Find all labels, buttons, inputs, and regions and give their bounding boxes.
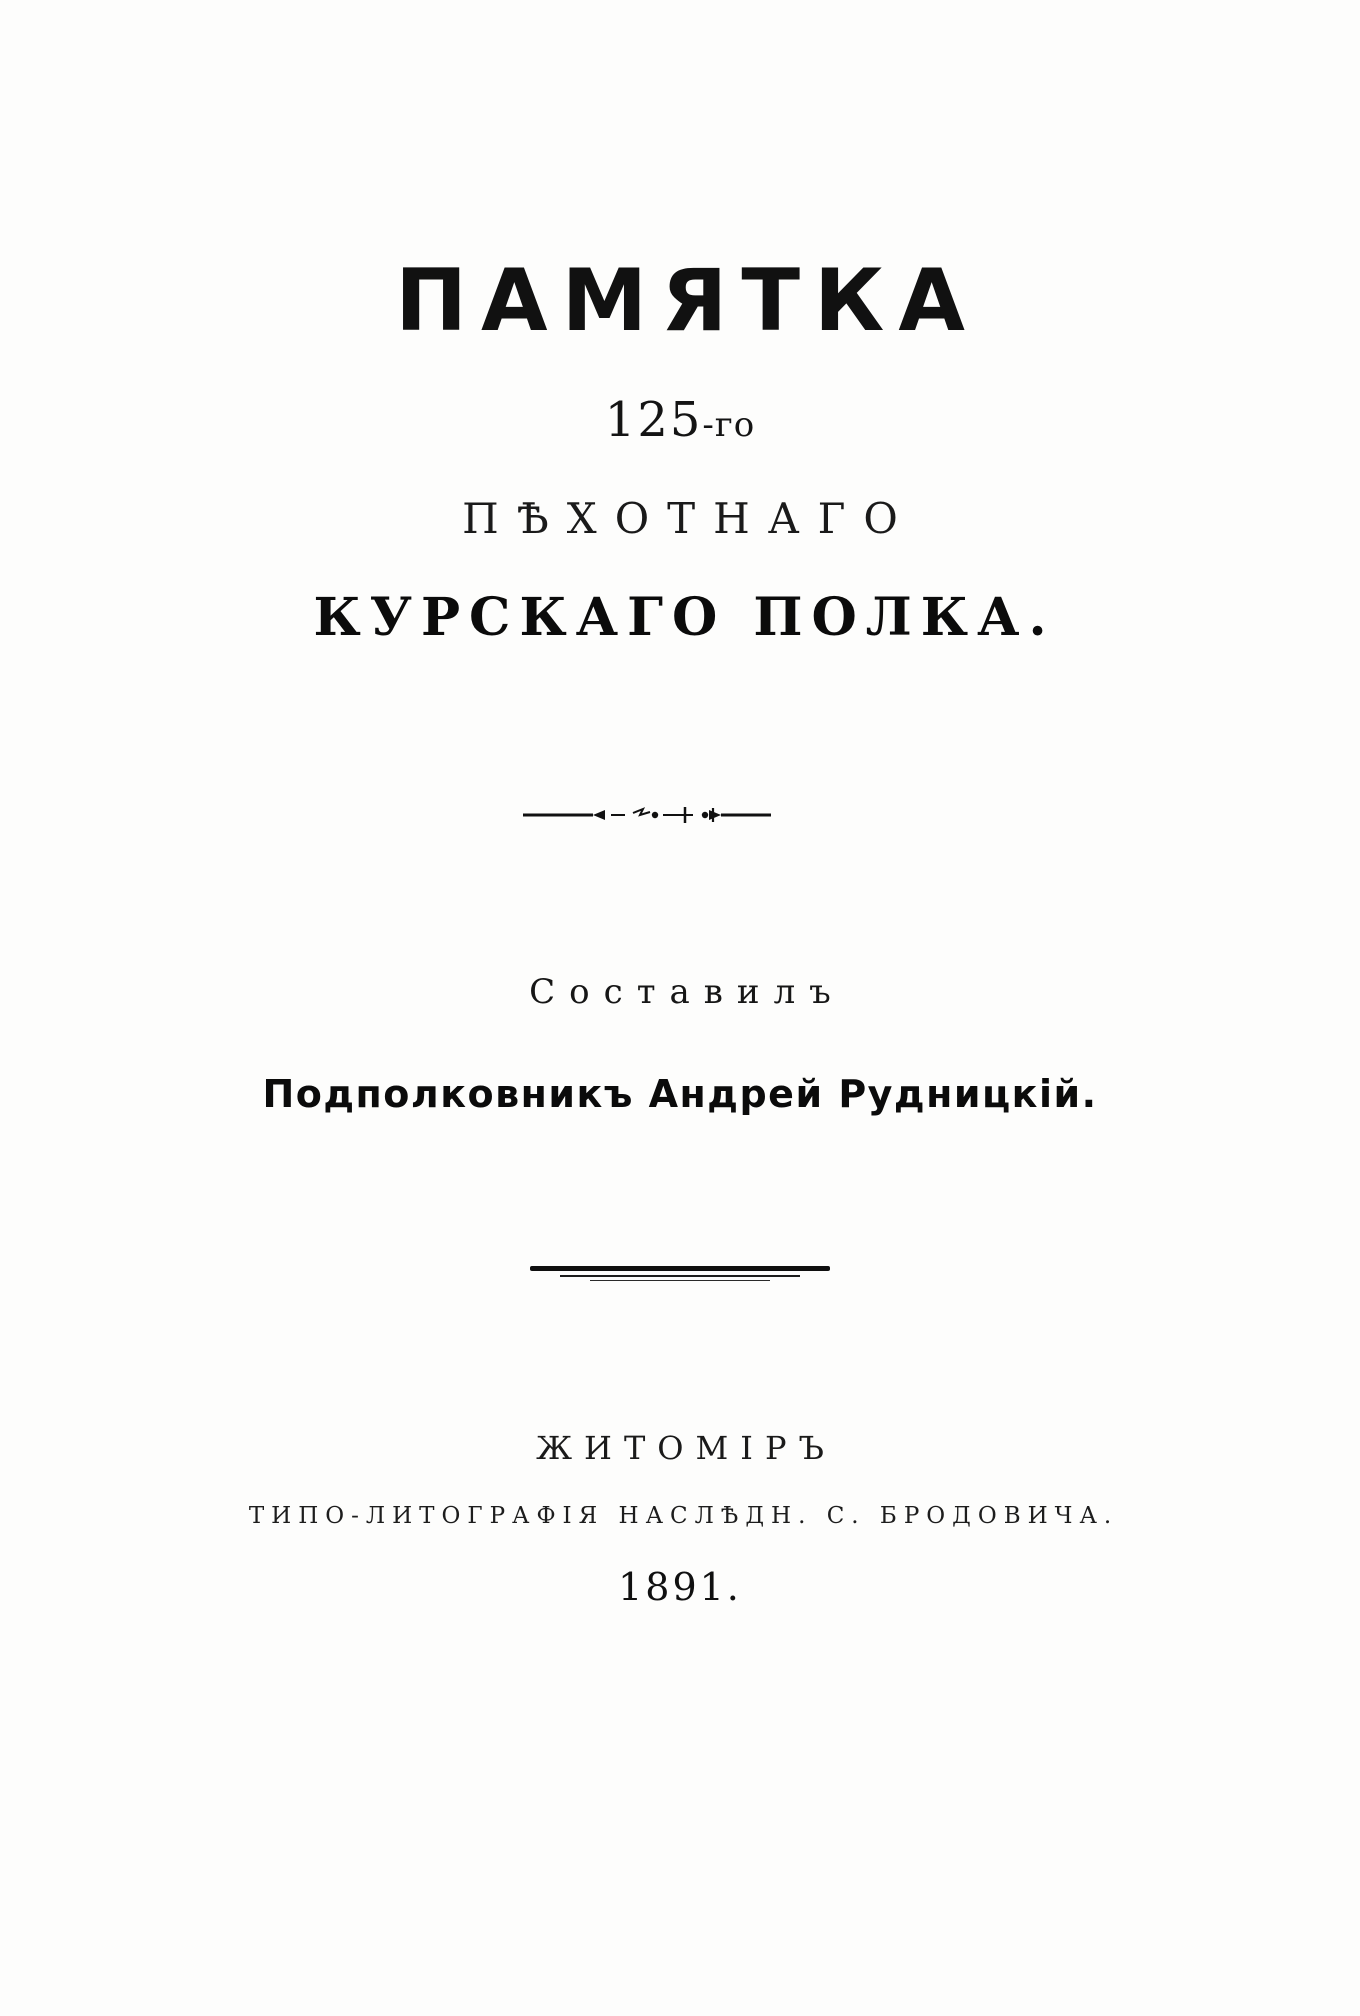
regiment-number-suffix: -го — [702, 405, 756, 445]
imprint-printer: ТИПО-ЛИТОГРАФІЯ НАСЛѢДН. С. БРОДОВИЧА. — [248, 1502, 1119, 1529]
imprint-city: ЖИТОМІРЪ — [536, 1428, 836, 1467]
ornament-divider-icon — [510, 798, 850, 832]
compiled-by-label: Составилъ — [529, 972, 845, 1012]
page-title: ПАМЯТКА — [395, 251, 979, 351]
regiment-number-line — [0, 392, 1360, 448]
regiment-name: КУРСКАГО ПОЛКА. — [313, 587, 1056, 648]
regiment-branch: ПѢХОТНАГО — [462, 494, 916, 543]
divider-thin-line-secondary — [590, 1280, 770, 1281]
section-divider — [525, 1266, 835, 1281]
divider-thin-line — [560, 1275, 800, 1277]
title-block — [0, 251, 1360, 648]
imprint-year: 1891. — [618, 1564, 742, 1609]
author-name: Подполковникъ Андрей Рудницкiй. — [262, 1072, 1098, 1116]
divider-thick-line — [530, 1266, 830, 1271]
author-block — [0, 972, 1360, 1116]
regiment-number: 125 — [604, 392, 703, 448]
imprint-block — [0, 1429, 1360, 1609]
